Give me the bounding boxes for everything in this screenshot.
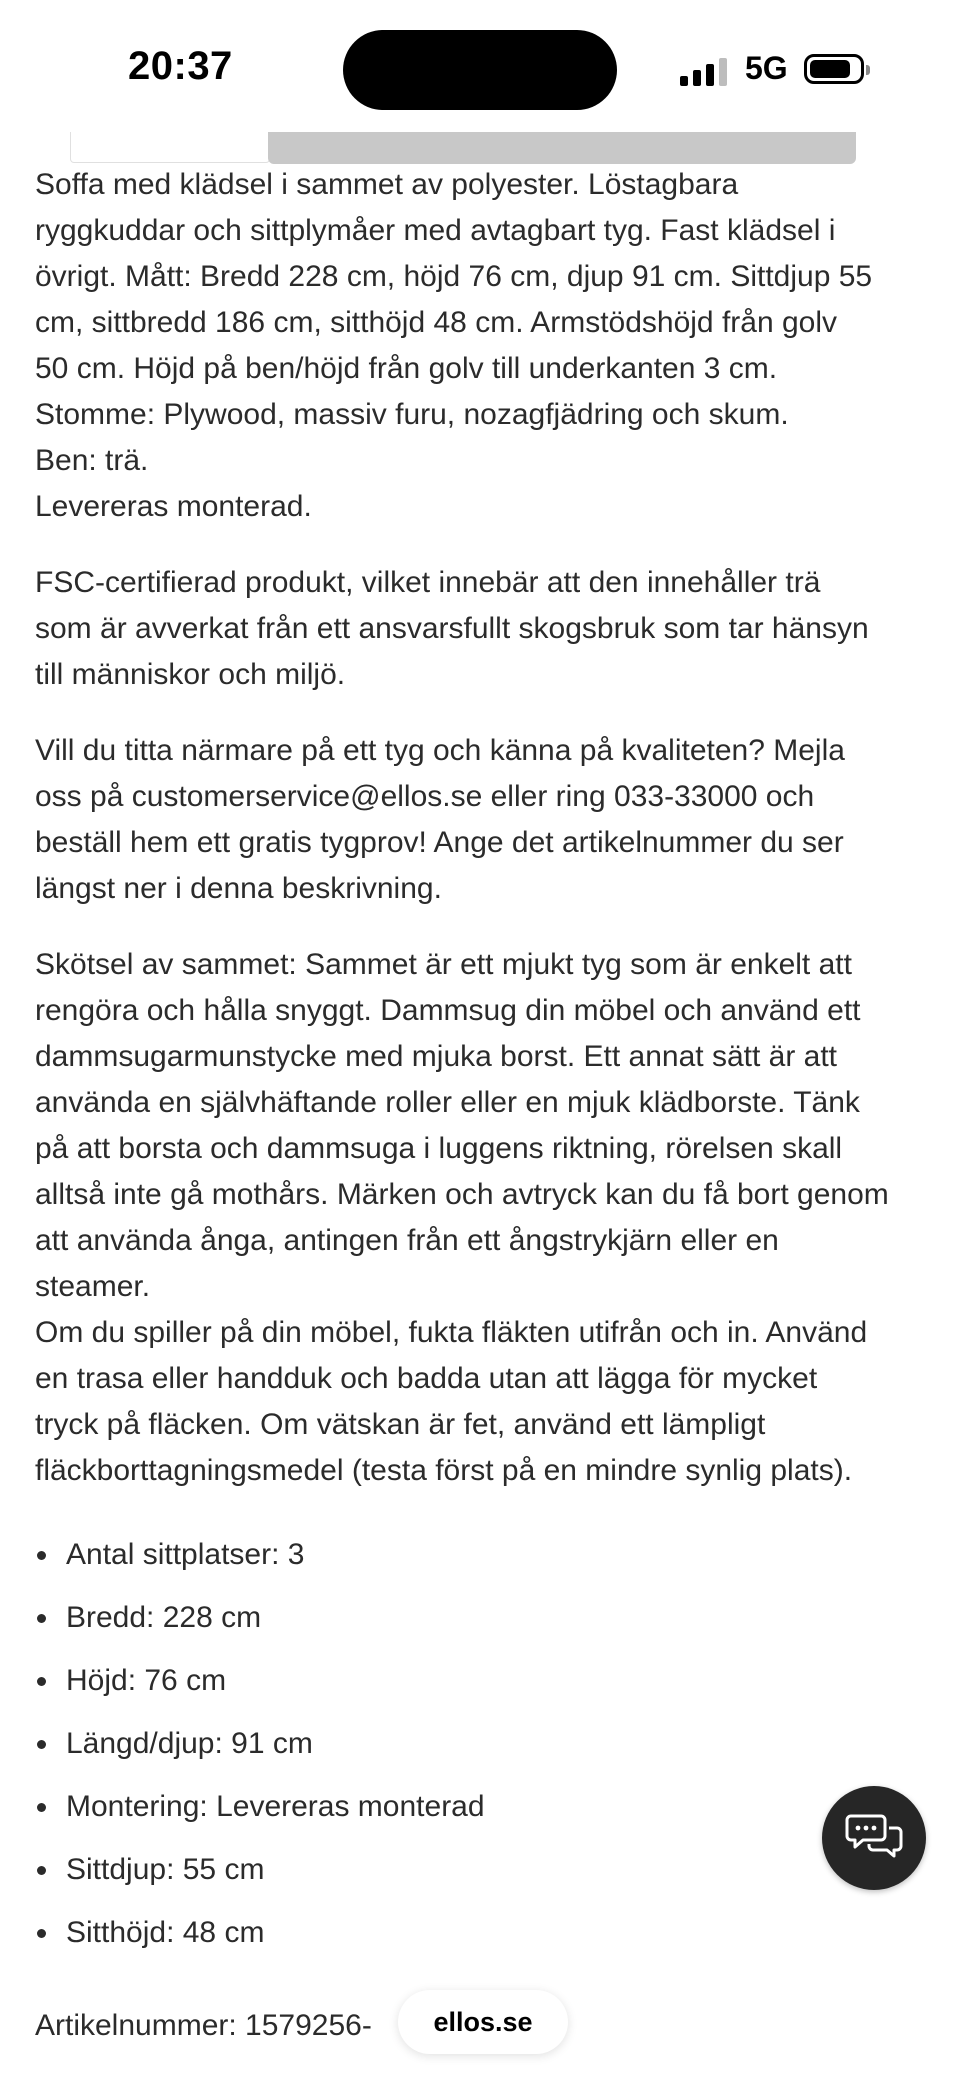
product-description <box>35 162 925 2049</box>
spec-item: Sittdjup: 55 cm <box>35 1847 925 1910</box>
spec-item: Höjd: 76 cm <box>35 1658 925 1721</box>
battery-icon <box>804 54 864 84</box>
dynamic-island <box>343 30 617 110</box>
tab-strip <box>70 128 856 164</box>
spec-item: Antal sittplatser: 3 <box>35 1532 925 1595</box>
network-type: 5G <box>745 50 788 86</box>
tab-inactive[interactable] <box>70 128 270 163</box>
chat-bubbles-icon <box>845 1812 903 1864</box>
cellular-signal-icon <box>680 56 730 86</box>
spec-item: Montering: Levereras monterad <box>35 1784 925 1847</box>
status-time: 20:37 <box>128 44 233 88</box>
url-text: ellos.se <box>433 2006 533 2037</box>
spec-item: Sitthöjd: 48 cm <box>35 1910 925 1973</box>
tab-active[interactable] <box>268 128 856 164</box>
status-bar <box>0 0 960 132</box>
chat-button[interactable] <box>822 1786 926 1890</box>
spec-item: Längd/djup: 91 cm <box>35 1721 925 1784</box>
fabric-sample-paragraph: Vill du titta närmare på ett tyg och känna på kvaliteten? Mejla oss på customerservice@ellos.se eller ring 033-33000 och beställ hem ett gratis tygprov! Ange det artikelnummer du ser längst ner i denna beskrivning. <box>35 734 845 905</box>
browser-address-pill[interactable] <box>398 1990 568 2054</box>
spec-list <box>35 1532 925 1973</box>
care-paragraph: Skötsel av sammet: Sammet är ett mjukt tyg som är enkelt att rengöra och hålla snyggt. Dammsug din möbel och använd ett dammsugarmunstycke med mjuka borst. Ett annat sätt är att använda en självhäftande roller eller en mjuk klädborste. Tänk på att borsta och dammsuga i luggens riktning, rörelsen skall alltså inte gå mothårs. Märken och avtryck kan du få bort genom att använda ånga, antingen från ett ångstrykjärn eller en steamer. Om du spiller på din möbel, fukta fläkten utifrån och in. Använd en trasa eller handduk och badda utan att lägga för mycket tryck på fläcken. Om vätskan är fet, använd ett lämpligt fläckborttagningsmedel (testa först på en mindre synlig plats). <box>35 948 889 1487</box>
spec-item: Bredd: 228 cm <box>35 1595 925 1658</box>
description-paragraph: Soffa med klädsel i sammet av polyester. Löstagbara ryggkuddar och sittplymåer med avtagbart tyg. Fast klädsel i övrigt. Mått: Bredd 228 cm, höjd 76 cm, djup 91 cm. Sittdjup 55 cm, sittbredd 186 cm, sitthöjd 48 cm. Armstödshöjd från golv 50 cm. Höjd på ben/höjd från golv till underkanten 3 cm. Stomme: Plywood, massiv furu, nozagfjädring och skum. Ben: trä. Levereras monterad. <box>35 168 873 523</box>
article-number: Artikelnummer: 1579256- <box>35 2009 372 2042</box>
fsc-paragraph: FSC-certifierad produkt, vilket innebär att den innehåller trä som är avverkat från ett ansvarsfullt skogsbruk som tar hänsyn till människor och miljö. <box>35 566 869 691</box>
